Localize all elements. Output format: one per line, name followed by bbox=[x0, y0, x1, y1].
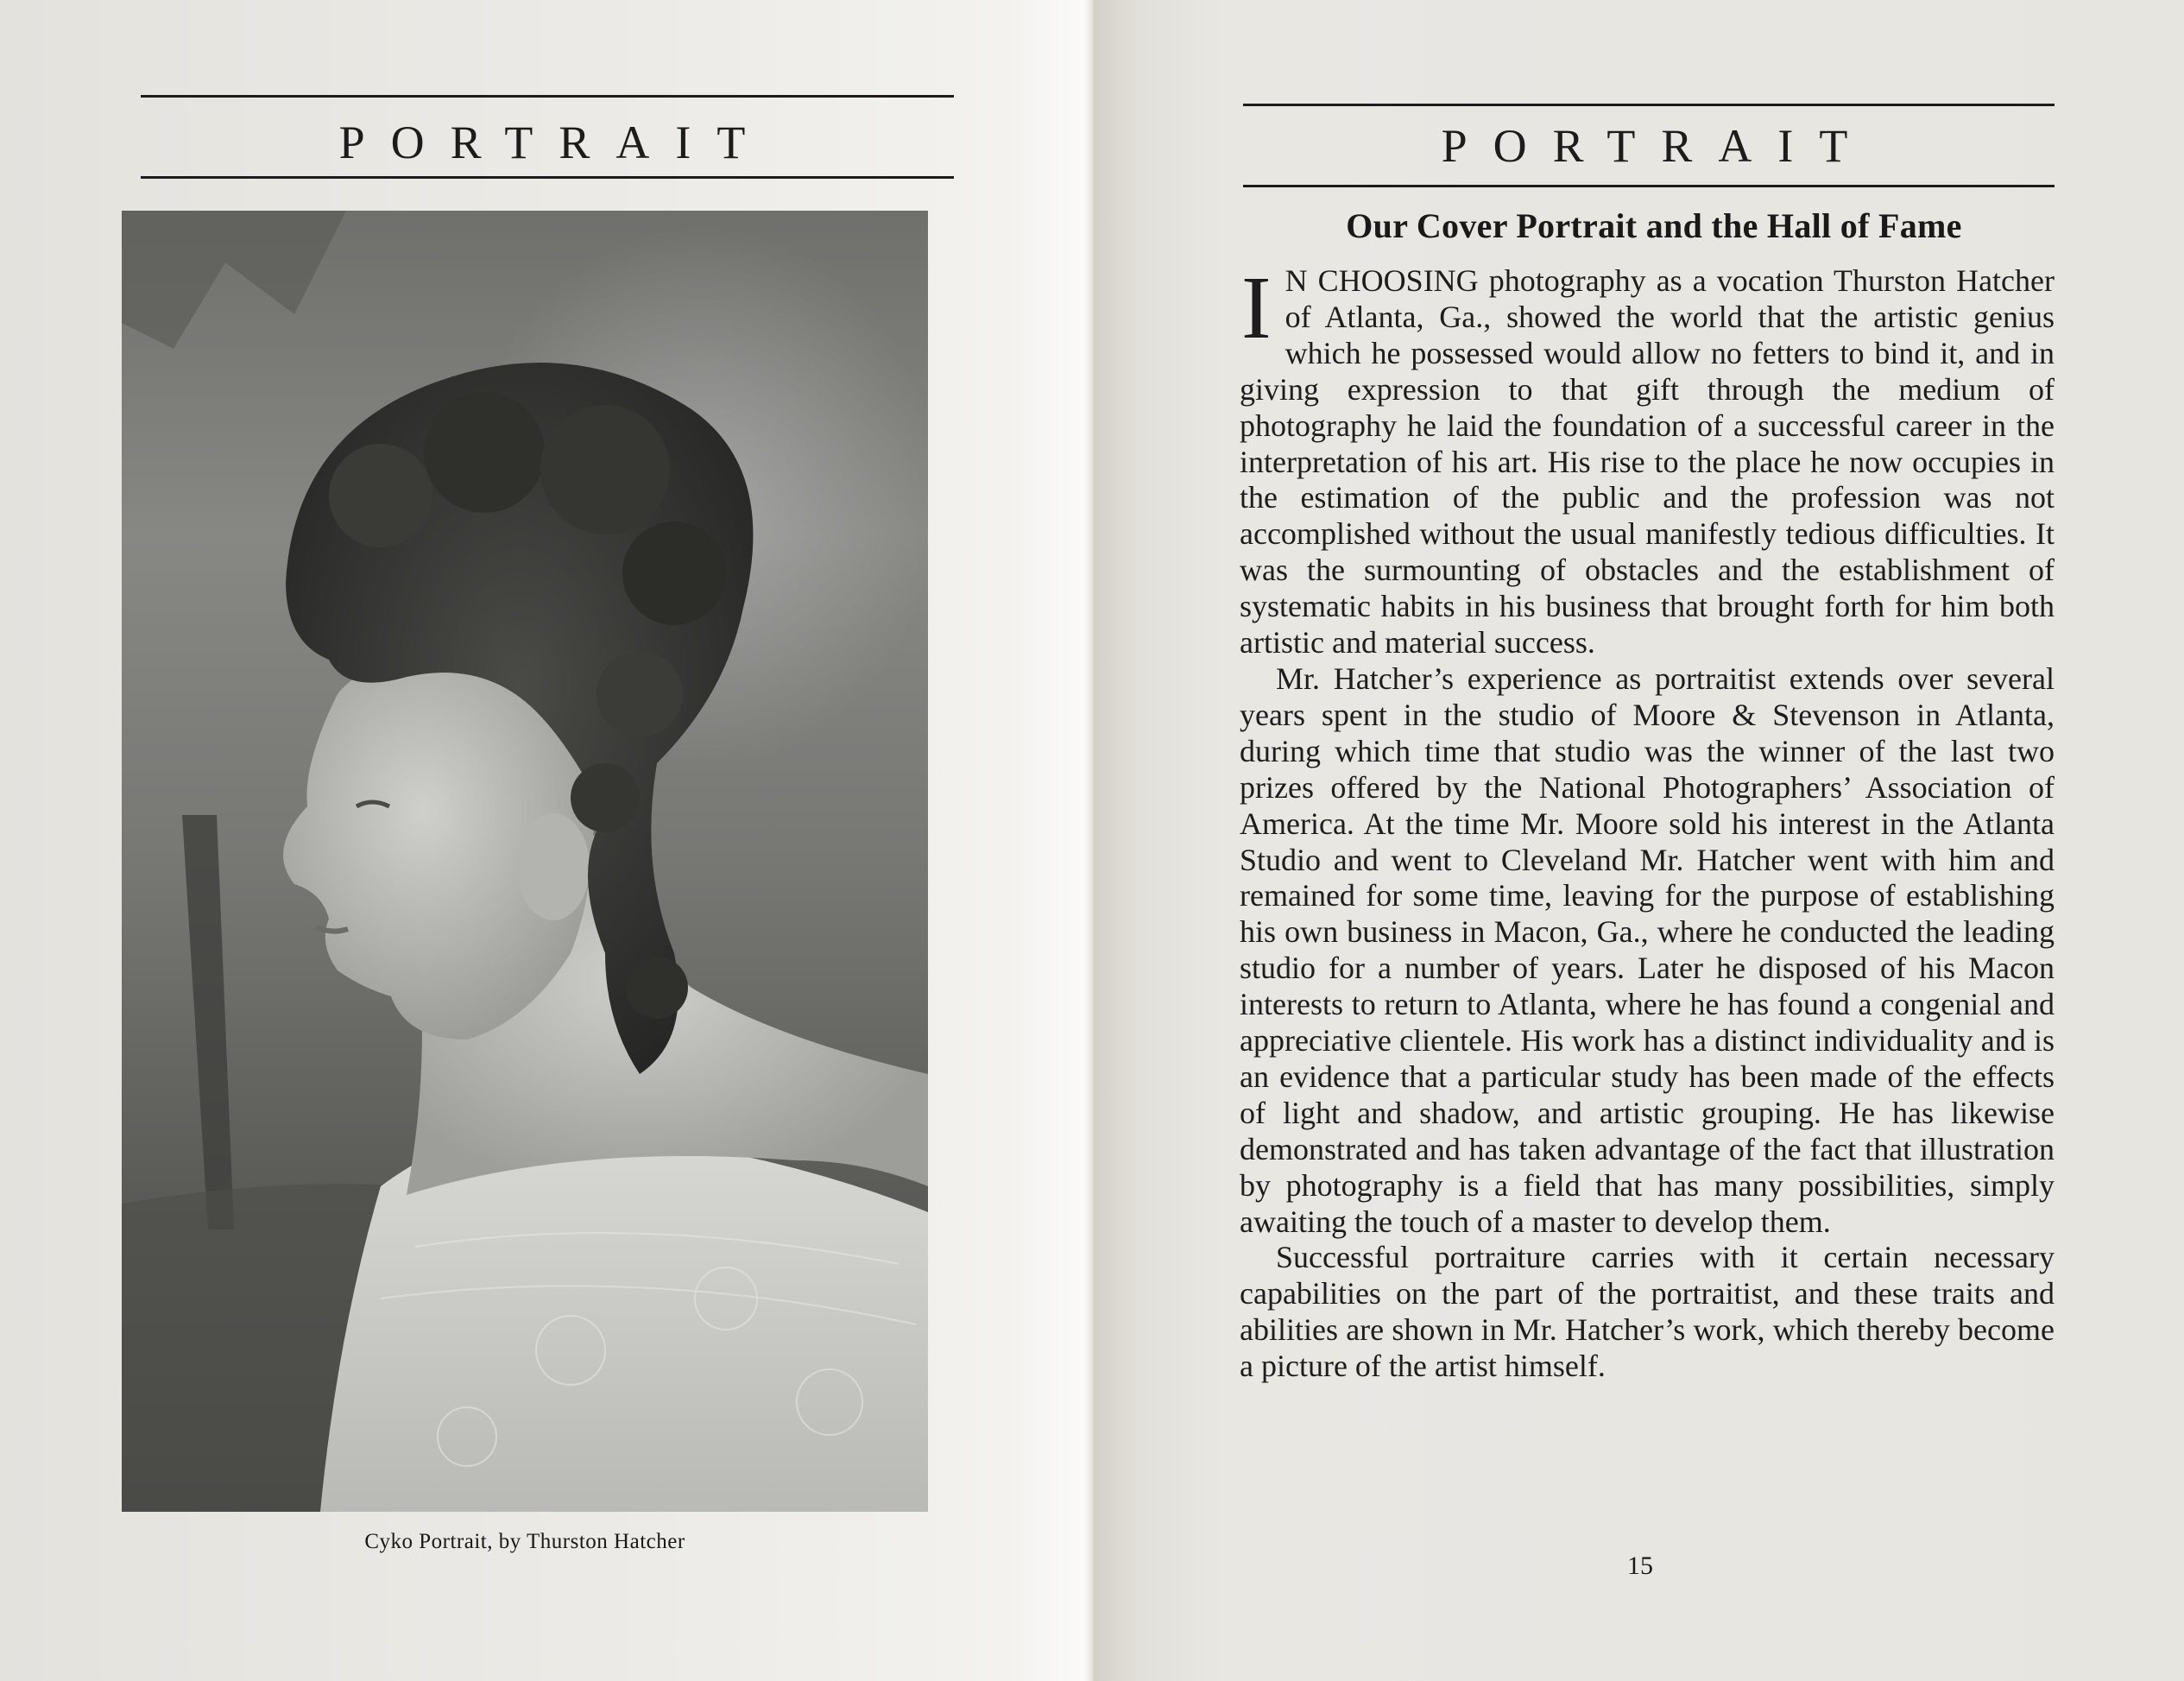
article-title: Our Cover Portrait and the Hall of Fame bbox=[1346, 206, 1962, 245]
portrait-photograph bbox=[122, 211, 928, 1512]
paragraph-1-text: N CHOOSING photography as a vocation Thurston Hatcher of Atlanta, Ga., showed the world that the artistic genius which he possessed would allow no fetters to bind it, and in giving expression to that gift through the medium of photography he laid the foundation of a successful career in the interpretation of his art. His rise to the place he now occupies in the estimation of the public and the profession was not accomplished without the usual manifestly tedious difficulties. It was the surmounting of obstacles and the establishment of systematic habits in his business that brought forth for him both artistic and material success. bbox=[1240, 263, 2055, 660]
right-top-rule bbox=[1243, 104, 2055, 106]
paragraph-1 bbox=[1240, 258, 2055, 661]
paragraph-2: Mr. Hatcher’s experience as portraitist extends over several years spent in the studio of Moore & Stevenson in Atlanta, during which time that studio was the winner of the last two prizes offered by the National Photographers’ Association of America. At the time Mr. Moore sold his interest in the Atlanta Studio and went to Cleveland Mr. Hatcher went with him and remained for some time, leaving for the purpose of establishing his own business in Macon, Ga., where he conducted the leading studio for a number of years. Later he disposed of his Macon interests to return to Atlanta, where he has found a congenial and appreciative clientele. His work has a distinct individuality and is an evidence that a particular study has been made of the effects of light and shadow, and artistic grouping. He has likewise demonstrated and has taken advantage of the fact that illustration by photography is a field that has many possibilities, simply awaiting the touch of a master to develop them. bbox=[1240, 660, 2055, 1239]
right-running-head: PORTRAIT bbox=[1441, 120, 1874, 172]
left-running-head: PORTRAIT bbox=[338, 117, 772, 168]
article-body bbox=[1240, 258, 2055, 1385]
portrait-illustration bbox=[122, 211, 928, 1512]
paragraph-3: Successful portraiture carries with it certain necessary capabilities on the part of the portraitist, and these traits and abilities are shown in Mr. Hatcher’s work, which thereby become a picture of the artist himself. bbox=[1240, 1240, 2055, 1384]
page-number: 15 bbox=[1627, 1551, 1653, 1580]
left-top-rule bbox=[141, 95, 954, 98]
right-bottom-rule bbox=[1243, 185, 2055, 187]
photo-caption: Cyko Portrait, by Thurston Hatcher bbox=[364, 1530, 685, 1553]
drop-cap: I bbox=[1241, 258, 1272, 357]
left-bottom-rule bbox=[141, 176, 954, 179]
